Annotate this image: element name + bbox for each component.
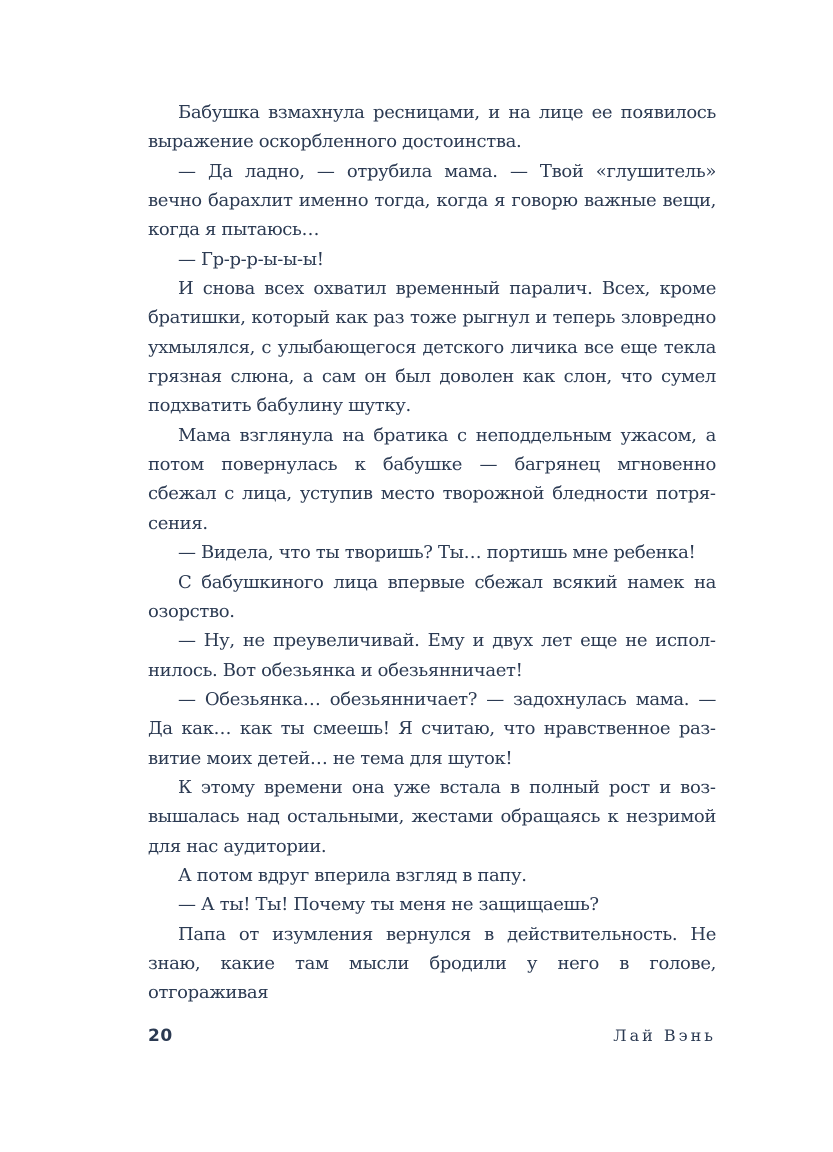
paragraph-2: — Да ладно, — отрубила мама. — Твой «глушитель» вечно барахлит именно тогда, когда я говорю важные вещи, когда я пытаюсь… [148, 160, 716, 241]
paragraph-3: — Гр-р-р-ы-ы-ы! [178, 248, 324, 270]
paragraph-12: — А ты! Ты! Почему ты меня не защищаешь? [178, 894, 599, 916]
paragraph-11: А потом вдруг вперила взгляд в папу. [178, 864, 527, 886]
page-footer [148, 1022, 716, 1052]
paragraph-7: С бабушкиного лица впервые сбежал всякий намек на озорство. [148, 571, 716, 622]
paragraph-5: Мама взглянула на братика с неподдельным ужасом, а потом повернулась к бабушке — багрянец мгновенно сбежал с лица, уступив место творожной бледности потрясения. [148, 424, 716, 534]
paragraph-9: — Обезьянка… обезьянничает? — задохнулась мама. — Да как… как ты смеешь! Я считаю, что нравственное развитие моих детей… не тема для шуток! [148, 688, 716, 769]
paragraph-6: — Видела, что ты творишь? Ты… портишь мне ребенка! [178, 542, 696, 564]
paragraph-8: — Ну, не преувеличивай. Ему и двух лет еще не исполнилось. Вот обезьянка и обезьянничает! [148, 630, 716, 681]
page-number: 20 [148, 1026, 173, 1046]
body-text [148, 98, 716, 1008]
paragraph-13: Папа от изумления вернулся в действительность. Не знаю, какие там мысли бродили у него в голове, отгораживая [148, 923, 716, 1004]
paragraph-10: К этому времени она уже встала в полный рост и возвышалась над остальными, жестами обращаясь к незримой для нас аудитории. [148, 776, 716, 857]
running-title-author: Лай Вэнь [613, 1026, 716, 1045]
paragraph-1: Бабушка взмахнула ресницами, и на лице ее появилось выражение оскорбленного достоинства. [148, 102, 716, 153]
paragraph-4: И снова всех охватил временный паралич. Всех, кроме братишки, который как раз тоже рыгнул и теперь зловредно ухмылялся, с улыбающегося детского личика все еще текла грязная слюна, а сам он был доволен как слон, что сумел подхватить бабулину шутку. [148, 278, 716, 417]
